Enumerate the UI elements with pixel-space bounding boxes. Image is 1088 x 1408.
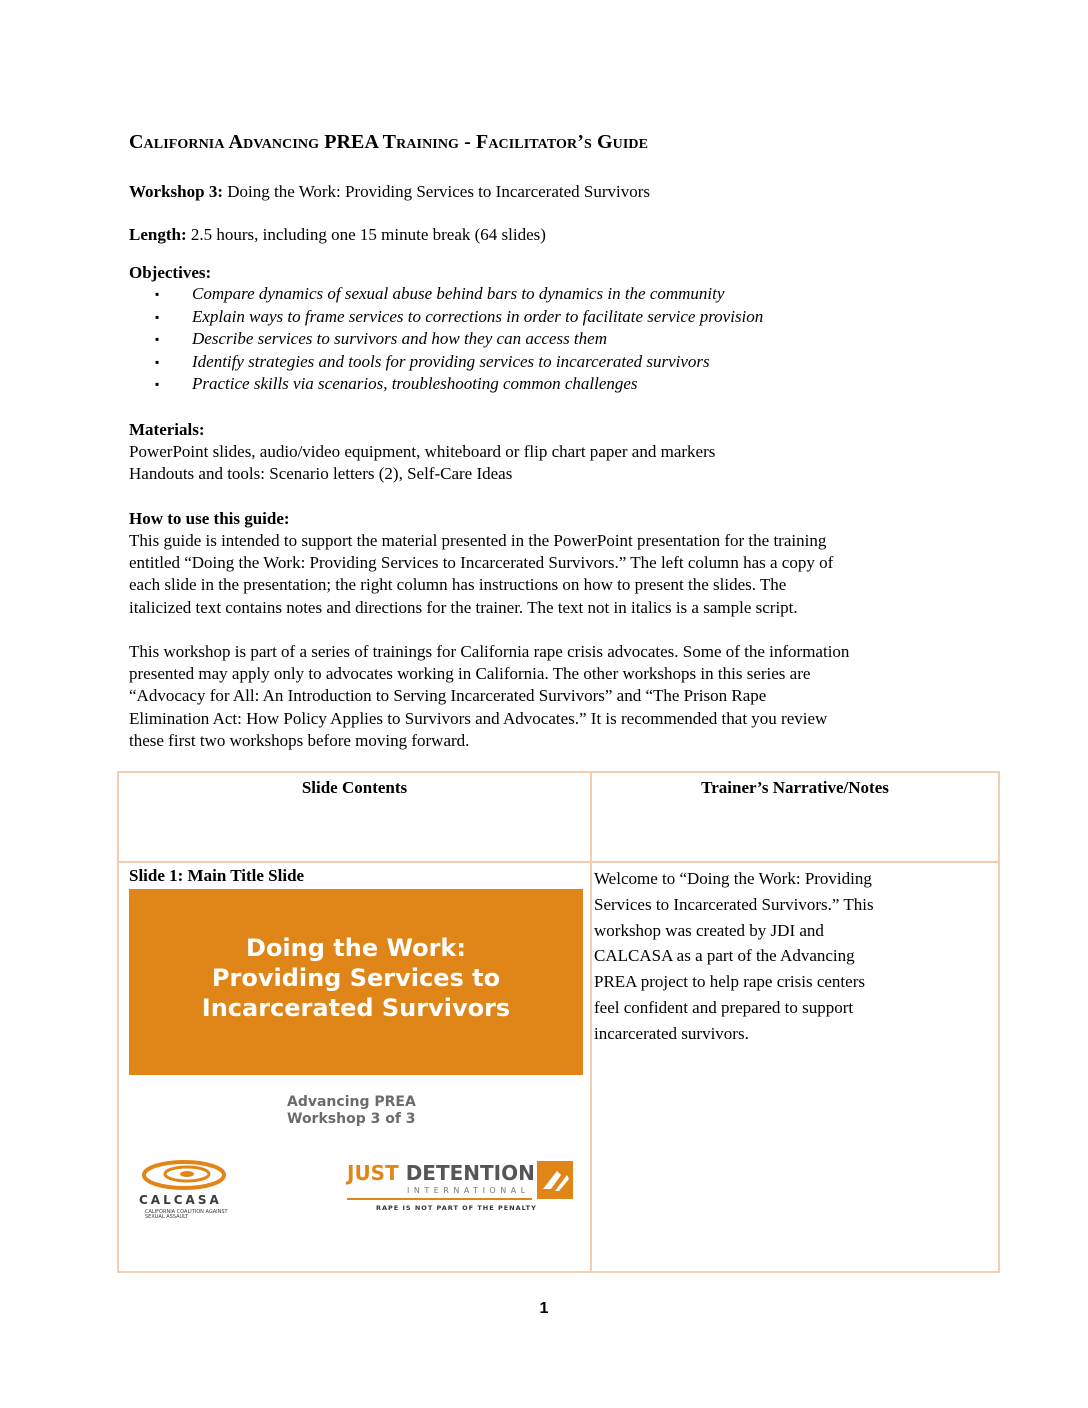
workshop-label: Workshop 3: [129, 182, 223, 201]
objectives-list [155, 284, 763, 397]
list-item: ▪ Describe services to survivors and how they can access them [155, 329, 607, 348]
workshop-text: Doing the Work: Providing Services to Incarcerated Survivors [223, 182, 651, 201]
list-item: ▪ Identify strategies and tools for providing services to incarcerated survivors [155, 351, 710, 371]
jdi-slogan: RAPE IS NOT PART OF THE PENALTY [376, 1204, 537, 1212]
howto-text: This guide is intended to support the material presented in the PowerPoint presentation for the training entitled “Doing the Work: Providing Services to Incarcerated Survivors.” The left column has a copy of each slide in the presentation; the right column has instructions on how to present the slides. The italicized text contains notes and directions for the trainer. The text not in italics is a sample script. [129, 531, 834, 617]
list-item: ▪ Practice skills via scenarios, troubleshooting common challenges [155, 374, 638, 393]
objectives-heading: Objectives: [129, 263, 212, 282]
bullet-icon: ▪ [155, 287, 160, 301]
materials-text: PowerPoint slides, audio/video equipment, whiteboard or flip chart paper and markers Handouts and tools: Scenario letters (2), Self-Care Ideas [129, 442, 716, 484]
bullet-icon: ▪ [155, 309, 160, 324]
bullet-icon: ▪ [155, 332, 160, 346]
column-divider [590, 773, 592, 1271]
jdi-name: JUST DETENTION [347, 1161, 535, 1185]
slide-title-banner [129, 889, 583, 1075]
bullet-icon: ▪ [155, 377, 160, 391]
narrative-text: Welcome to “Doing the Work: Providing Services to Incarcerated Survivors.” This workshop was created by JDI and CALCASA as a part of the Advancing PREA project to help rape crisis centers feel confident and prepared to support incarcerated survivors. [594, 869, 874, 1043]
slide-thumbnail [129, 889, 583, 1261]
bullet-icon: ▪ [155, 354, 160, 369]
calcasa-tagline: CALIFORNIA COALITION AGAINST SEXUAL ASSAULT [145, 1209, 228, 1220]
calcasa-swirl-icon [139, 1159, 229, 1191]
calcasa-wordmark: CALCASA [139, 1193, 222, 1207]
jdi-international: INTERNATIONAL [407, 1186, 530, 1195]
list-item: ▪ Compare dynamics of sexual abuse behind bars to dynamics in the community [155, 284, 725, 303]
slide-title: Doing the Work: Providing Services to Incarcerated Survivors [201, 934, 511, 1022]
jdi-logo [347, 1161, 587, 1221]
jdi-rule [347, 1198, 532, 1200]
document-title: California Advancing PREA Training - Facilitator’s Guide [129, 131, 649, 153]
slides-table [117, 771, 1000, 1273]
jdi-mark-icon [537, 1161, 573, 1199]
slide-label: Slide 1: Main Title Slide [129, 866, 305, 885]
series-text: This workshop is part of a series of trainings for California rape crisis advocates. Some of the information presented may apply only to advocates working in California. The other workshops in this series are “Advocacy for All: An Introduction to Serving Incarcerated Survivors” and “The Prison Rape Elimination Act: How Policy Applies to Survivors and Advocates.” It is recommended that you review these first two workshops before moving forward. [129, 642, 850, 750]
calcasa-logo [139, 1159, 249, 1223]
workshop-line [129, 182, 650, 202]
howto-heading: How to use this guide: [129, 509, 290, 528]
slide-subtitle: Advancing PREA Workshop 3 of 3 [287, 1094, 416, 1127]
length-line [129, 225, 546, 245]
col-header-narrative: Trainer’s Narrative/Notes [701, 778, 889, 797]
list-item: ▪ Explain ways to frame services to corrections in order to facilitate service provision [155, 306, 764, 326]
page-number: 1 [539, 1300, 549, 1317]
materials-heading: Materials: [129, 420, 205, 439]
length-label: Length: [129, 225, 187, 244]
length-text: 2.5 hours, including one 15 minute break (64 slides) [186, 225, 546, 244]
col-header-slide-contents: Slide Contents [301, 778, 408, 797]
header-divider [119, 861, 998, 863]
